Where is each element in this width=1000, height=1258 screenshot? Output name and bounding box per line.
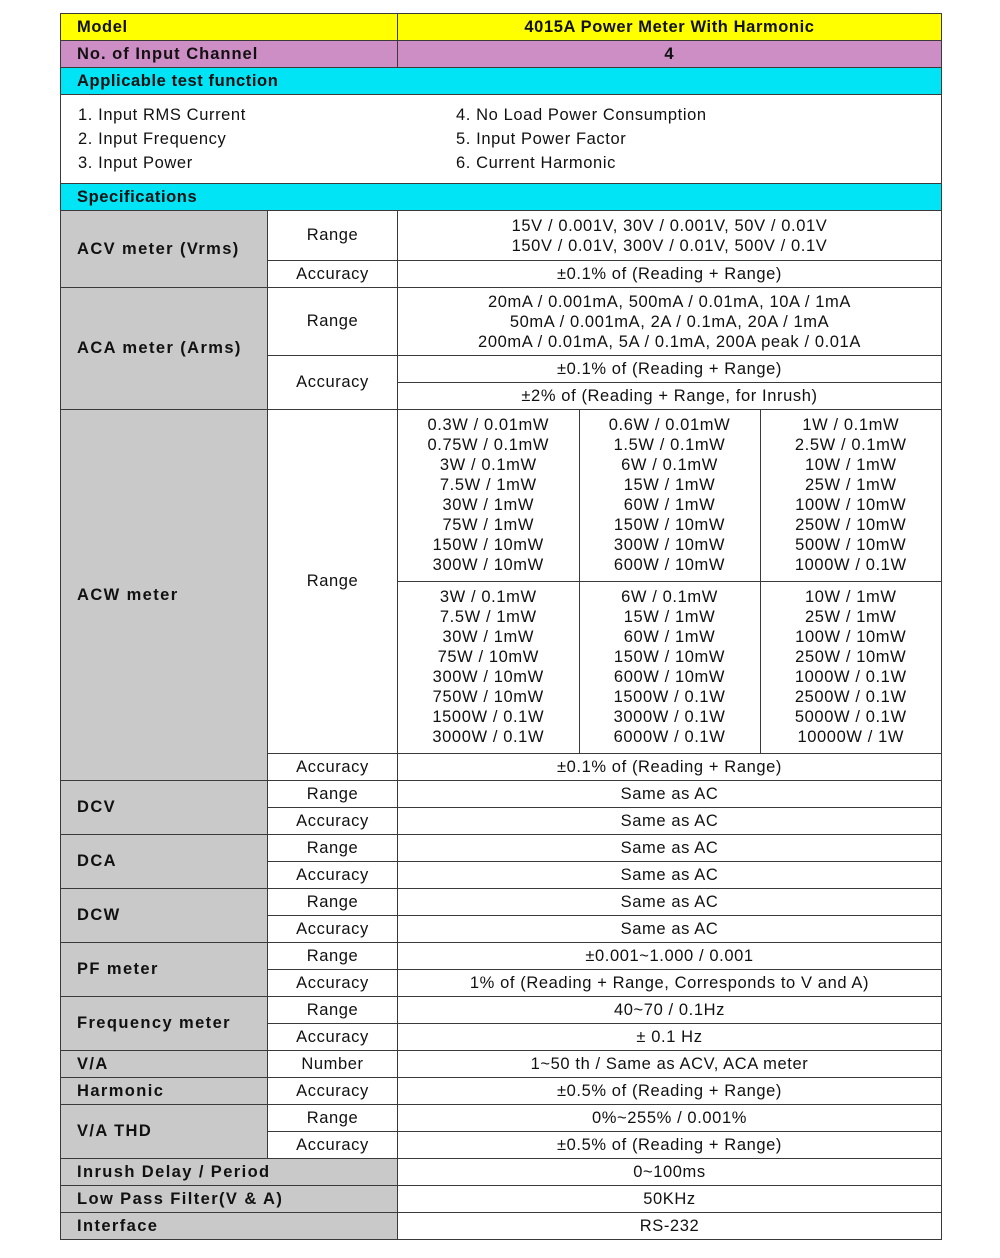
aca-accuracy-label: Accuracy <box>268 356 398 410</box>
acw-range-line: 7.5W / 1mW <box>439 608 537 627</box>
acw-range-line: 10W / 1mW <box>804 588 897 607</box>
acw-range-line: 15W / 1mW <box>623 476 716 495</box>
acw-range-line: 100W / 10mW <box>795 628 907 647</box>
dcw-accuracy-value: Same as AC <box>398 916 942 943</box>
acv-accuracy-label: Accuracy <box>268 261 398 288</box>
aca-range-line: 50mA / 0.001mA, 2A / 0.1mA, 20A / 1mA <box>509 312 830 331</box>
acv-accuracy-value: ±0.1% of (Reading + Range) <box>398 261 942 288</box>
pf-range-label: Range <box>268 943 398 970</box>
acv-label: ACV meter (Vrms) <box>61 211 268 288</box>
acw-range-line: 3000W / 0.1W <box>432 728 545 747</box>
acw-range-label: Range <box>268 410 398 754</box>
vathd-accuracy-label: Accuracy <box>268 1132 398 1159</box>
aca-inrush-accuracy-value: ±2% of (Reading + Range, for Inrush) <box>398 383 942 410</box>
acw-range-line: 300W / 10mW <box>432 556 544 575</box>
acw-range-line: 2.5W / 0.1mW <box>794 436 907 455</box>
acw-range-cell <box>579 410 760 581</box>
vathd-range-value: 0%~255% / 0.001% <box>398 1105 942 1132</box>
interface-value: RS-232 <box>398 1213 942 1240</box>
spec-table <box>60 13 942 1240</box>
acw-range-line: 250W / 10mW <box>795 516 907 535</box>
acw-range-line: 2500W / 0.1W <box>794 688 907 707</box>
aca-label: ACA meter (Arms) <box>61 288 268 410</box>
dcv-range-value: Same as AC <box>398 781 942 808</box>
acw-range-cell <box>579 581 760 753</box>
acw-range-line: 150W / 10mW <box>432 536 544 555</box>
freq-label: Frequency meter <box>61 997 268 1051</box>
channels-value: 4 <box>398 41 942 68</box>
functions-list <box>61 95 942 184</box>
model-label: Model <box>61 14 398 41</box>
pf-label: PF meter <box>61 943 268 997</box>
functions-column-left <box>78 103 456 175</box>
acw-range-grid <box>398 410 942 754</box>
acw-range-line: 1000W / 0.1W <box>794 668 907 687</box>
inrush-value: 0~100ms <box>398 1159 942 1186</box>
acv-range-line: 15V / 0.001V, 30V / 0.001V, 50V / 0.01V <box>511 216 828 235</box>
dca-accuracy-label: Accuracy <box>268 862 398 889</box>
dca-range-label: Range <box>268 835 398 862</box>
acw-range-line: 3W / 0.1mW <box>439 588 537 607</box>
interface-label: Interface <box>61 1213 398 1240</box>
acw-range-line: 60W / 1mW <box>623 496 716 515</box>
dca-accuracy-value: Same as AC <box>398 862 942 889</box>
acv-range-value <box>398 211 942 261</box>
acw-range-line: 150W / 10mW <box>613 648 726 667</box>
dca-label: DCA <box>61 835 268 889</box>
specs-title: Specifications <box>61 184 942 211</box>
inrush-label: Inrush Delay / Period <box>61 1159 398 1186</box>
harmonic-accuracy-label: Accuracy <box>268 1078 398 1105</box>
freq-range-value: 40~70 / 0.1Hz <box>398 997 942 1024</box>
acw-range-table <box>398 410 941 753</box>
acw-range-line: 60W / 1mW <box>623 628 716 647</box>
freq-range-label: Range <box>268 997 398 1024</box>
va-number-label: Number <box>268 1051 398 1078</box>
function-item: 3. Input Power <box>78 154 193 172</box>
acw-range-line: 10000W / 1W <box>797 728 905 747</box>
acw-accuracy-value: ±0.1% of (Reading + Range) <box>398 754 942 781</box>
acw-range-line: 0.6W / 0.01mW <box>608 416 731 435</box>
function-item: 6. Current Harmonic <box>456 154 616 172</box>
function-item: 2. Input Frequency <box>78 130 227 148</box>
acw-range-line: 75W / 10mW <box>437 648 539 667</box>
acw-range-line: 1W / 0.1mW <box>802 416 900 435</box>
dcw-range-value: Same as AC <box>398 889 942 916</box>
acw-range-cell <box>760 410 941 581</box>
acw-range-line: 6000W / 0.1W <box>613 728 726 747</box>
lpf-label: Low Pass Filter(V & A) <box>61 1186 398 1213</box>
dca-range-value: Same as AC <box>398 835 942 862</box>
functions-column-right <box>456 103 834 175</box>
acw-range-line: 3W / 0.1mW <box>439 456 537 475</box>
acw-range-line: 750W / 10mW <box>432 688 544 707</box>
dcw-range-label: Range <box>268 889 398 916</box>
harmonic-accuracy-value: ±0.5% of (Reading + Range) <box>398 1078 942 1105</box>
acw-range-line: 300W / 10mW <box>613 536 726 555</box>
aca-range-value <box>398 288 942 356</box>
acw-range-line: 15W / 1mW <box>623 608 716 627</box>
freq-accuracy-label: Accuracy <box>268 1024 398 1051</box>
acw-range-line: 0.75W / 0.1mW <box>427 436 549 455</box>
va-label: V/A <box>61 1051 268 1078</box>
vathd-accuracy-value: ±0.5% of (Reading + Range) <box>398 1132 942 1159</box>
acw-range-line: 7.5W / 1mW <box>439 476 537 495</box>
acw-range-line: 300W / 10mW <box>432 668 544 687</box>
aca-accuracy-value: ±0.1% of (Reading + Range) <box>398 356 942 383</box>
acw-range-line: 30W / 1mW <box>442 496 535 515</box>
aca-range-label: Range <box>268 288 398 356</box>
pf-range-value: ±0.001~1.000 / 0.001 <box>398 943 942 970</box>
dcw-accuracy-label: Accuracy <box>268 916 398 943</box>
acw-accuracy-label: Accuracy <box>268 754 398 781</box>
model-value: 4015A Power Meter With Harmonic <box>398 14 942 41</box>
acw-range-line: 6W / 0.1mW <box>621 456 718 475</box>
acw-range-line: 500W / 10mW <box>795 536 907 555</box>
acw-range-cell <box>760 581 941 753</box>
channels-label: No. of Input Channel <box>61 41 398 68</box>
acw-range-cell <box>398 410 579 581</box>
acw-range-line: 10W / 1mW <box>804 456 897 475</box>
acw-range-line: 30W / 1mW <box>442 628 535 647</box>
pf-accuracy-label: Accuracy <box>268 970 398 997</box>
dcv-accuracy-label: Accuracy <box>268 808 398 835</box>
acw-range-line: 250W / 10mW <box>795 648 907 667</box>
acw-range-line: 25W / 1mW <box>804 608 897 627</box>
aca-range-line: 200mA / 0.01mA, 5A / 0.1mA, 200A peak / 0.01A <box>478 332 861 351</box>
acw-range-cell <box>398 581 579 753</box>
acw-range-line: 600W / 10mW <box>613 668 726 687</box>
function-item: 4. No Load Power Consumption <box>456 106 707 124</box>
acv-range-label: Range <box>268 211 398 261</box>
acw-label: ACW meter <box>61 410 268 781</box>
acw-range-line: 1500W / 0.1W <box>432 708 545 727</box>
function-item: 1. Input RMS Current <box>78 106 246 124</box>
acw-range-line: 1500W / 0.1W <box>613 688 726 707</box>
acw-range-line: 1.5W / 0.1mW <box>613 436 726 455</box>
functions-title: Applicable test function <box>61 68 942 95</box>
dcv-label: DCV <box>61 781 268 835</box>
acw-range-line: 1000W / 0.1W <box>794 556 907 575</box>
acw-range-line: 3000W / 0.1W <box>613 708 726 727</box>
vathd-range-label: Range <box>268 1105 398 1132</box>
acw-range-line: 75W / 1mW <box>442 516 535 535</box>
acw-range-line: 6W / 0.1mW <box>621 588 718 607</box>
acw-range-line: 600W / 10mW <box>613 556 726 575</box>
acw-range-line: 25W / 1mW <box>804 476 897 495</box>
dcv-accuracy-value: Same as AC <box>398 808 942 835</box>
acw-range-line: 0.3W / 0.01mW <box>427 416 549 435</box>
pf-accuracy-value: 1% of (Reading + Range, Corresponds to V and A) <box>398 970 942 997</box>
acw-range-line: 5000W / 0.1W <box>794 708 907 727</box>
freq-accuracy-value: ± 0.1 Hz <box>398 1024 942 1051</box>
harmonic-label: Harmonic <box>61 1078 268 1105</box>
lpf-value: 50KHz <box>398 1186 942 1213</box>
acv-range-line: 150V / 0.01V, 300V / 0.01V, 500V / 0.1V <box>511 236 828 255</box>
function-item: 5. Input Power Factor <box>456 130 627 148</box>
dcv-range-label: Range <box>268 781 398 808</box>
vathd-label: V/A THD <box>61 1105 268 1159</box>
va-number-value: 1~50 th / Same as ACV, ACA meter <box>398 1051 942 1078</box>
dcw-label: DCW <box>61 889 268 943</box>
aca-range-line: 20mA / 0.001mA, 500mA / 0.01mA, 10A / 1mA <box>487 292 852 311</box>
acw-range-line: 150W / 10mW <box>613 516 726 535</box>
acw-range-line: 100W / 10mW <box>795 496 907 515</box>
